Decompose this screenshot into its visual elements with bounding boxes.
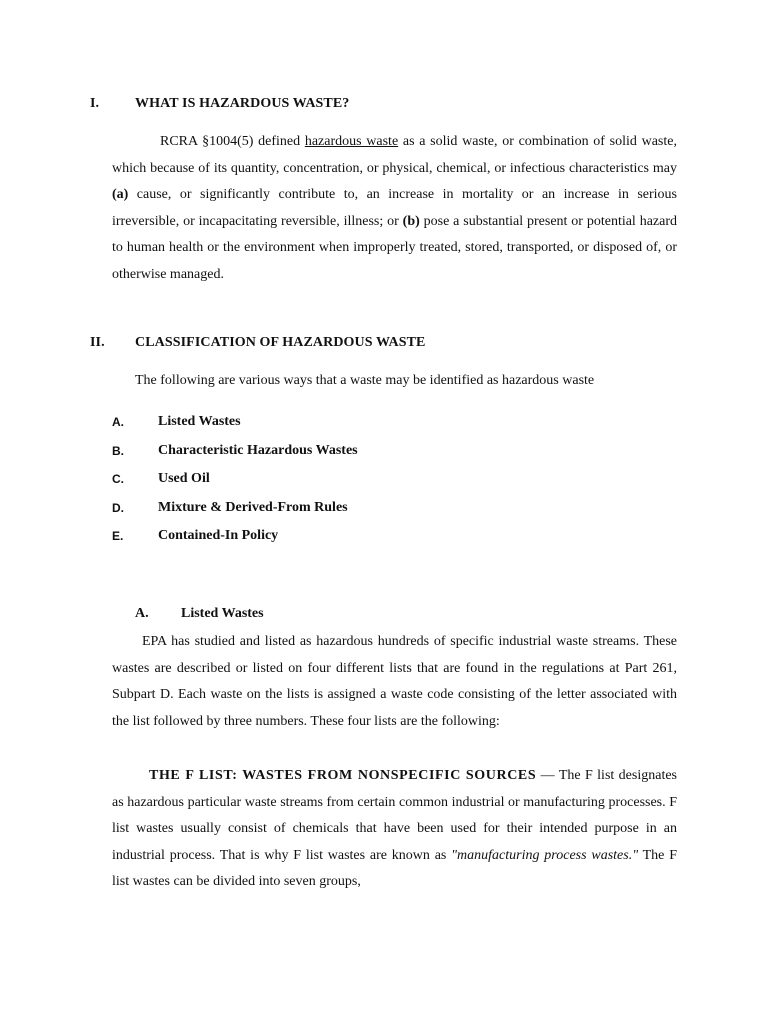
section-1-number: I. [90, 96, 100, 111]
section-2-title: CLASSIFICATION OF HAZARDOUS WASTE [135, 335, 426, 350]
list-item: D. Mixture & Derived-From Rules [112, 499, 348, 515]
section-1-paragraph: RCRA §1004(5) defined hazardous waste as a solid waste, or combination of solid waste, which because of its quantity, concentration, or physical, chemical, or infectious characteristics may (a) cause, or significantly contribute to, an increase in mortality or an increase in serious irreversible, or incapacitating reversible, illness; or (b) pose a substantial present or potential hazard to human health or the environment when improperly treated, stored, transported, or disposed of, or otherwise managed. [112, 134, 677, 282]
section-2-intro: The following are various ways that a waste may be identified as hazardous waste [135, 373, 595, 388]
hazardous-waste-term: hazardous waste [304, 134, 399, 149]
section-1-title: WHAT IS HAZARDOUS WASTE? [135, 96, 350, 111]
list-item: C. Used Oil [112, 471, 210, 487]
classification-list [112, 412, 612, 555]
list-item: E. Contained-In Policy [112, 528, 279, 544]
document-page: I. WHAT IS HAZARDOUS WASTE? RCRA §1004(5) defined hazardous waste as a solid waste, or combination of solid waste, which because of its quantity, concentration, or physical, chemical, or infectious characteristics may (a) cause, or significantly contribute to, an increase in mortality or an increase in serious irreversible, or incapacitating reversible, illness; or (b) pose a substantial present or potential hazard to human health or the environment when improperly treated, stored, transported, or disposed of, or otherwise managed. II. CLASSIFICATION OF HAZARDOUS WASTE The following are various ways that a waste may be identified as hazardous waste A. Listed Wastes B. Characteristic Hazardous Wastes C. Used Oil D. Mixture & Derived-From Rules E. Contained-In Policy A. Listed Wastes EPA has studied and listed as hazardous hundreds of specific industrial waste streams. These wastes are described or listed on four different lists that are found in the regulations at Part 261, Subpart D. Each waste on the lists is assigned a waste code consisting of the letter associated with the list followed by three numbers. These four lists are the following: THE F LIST: WASTES FROM NONSPECIFIC SOURCES — The F list designates as hazardous particular waste streams from certain common industrial or manufacturing processes. F list wastes usually consist of chemicals that have been used for their intended purpose in an industrial process. That is why F list wastes are known as "manufacturing process wastes." The F list wastes can be divided into seven groups, [0, 0, 768, 1024]
manufacturing-process-wastes-quote: "manufacturing process wastes." [451, 847, 639, 863]
f-list-paragraph: THE F LIST: WASTES FROM NONSPECIFIC SOURCES — The F list designates as hazardous particular waste streams from certain common industrial or manufacturing processes. F list wastes usually consist of chemicals that have been used for their intended purpose in an industrial process. That is why F list wastes are known as "manufacturing process wastes." The F list wastes can be divided into seven groups, [112, 768, 678, 889]
f-list-title: THE F LIST: WASTES FROM NONSPECIFIC SOURCES [149, 768, 537, 783]
list-item: B. Characteristic Hazardous Wastes [112, 442, 358, 458]
subsection-a-paragraph: EPA has studied and listed as hazardous hundreds of specific industrial waste streams. These wastes are described or listed on four different lists that are found in the regulations at Part 261, Subpart D. Each waste on the lists is assigned a waste code consisting of the letter associated with the list followed by three numbers. These four lists are the following: [112, 634, 677, 729]
list-item: A. Listed Wastes [112, 414, 241, 429]
section-2-number: II. [90, 335, 105, 350]
